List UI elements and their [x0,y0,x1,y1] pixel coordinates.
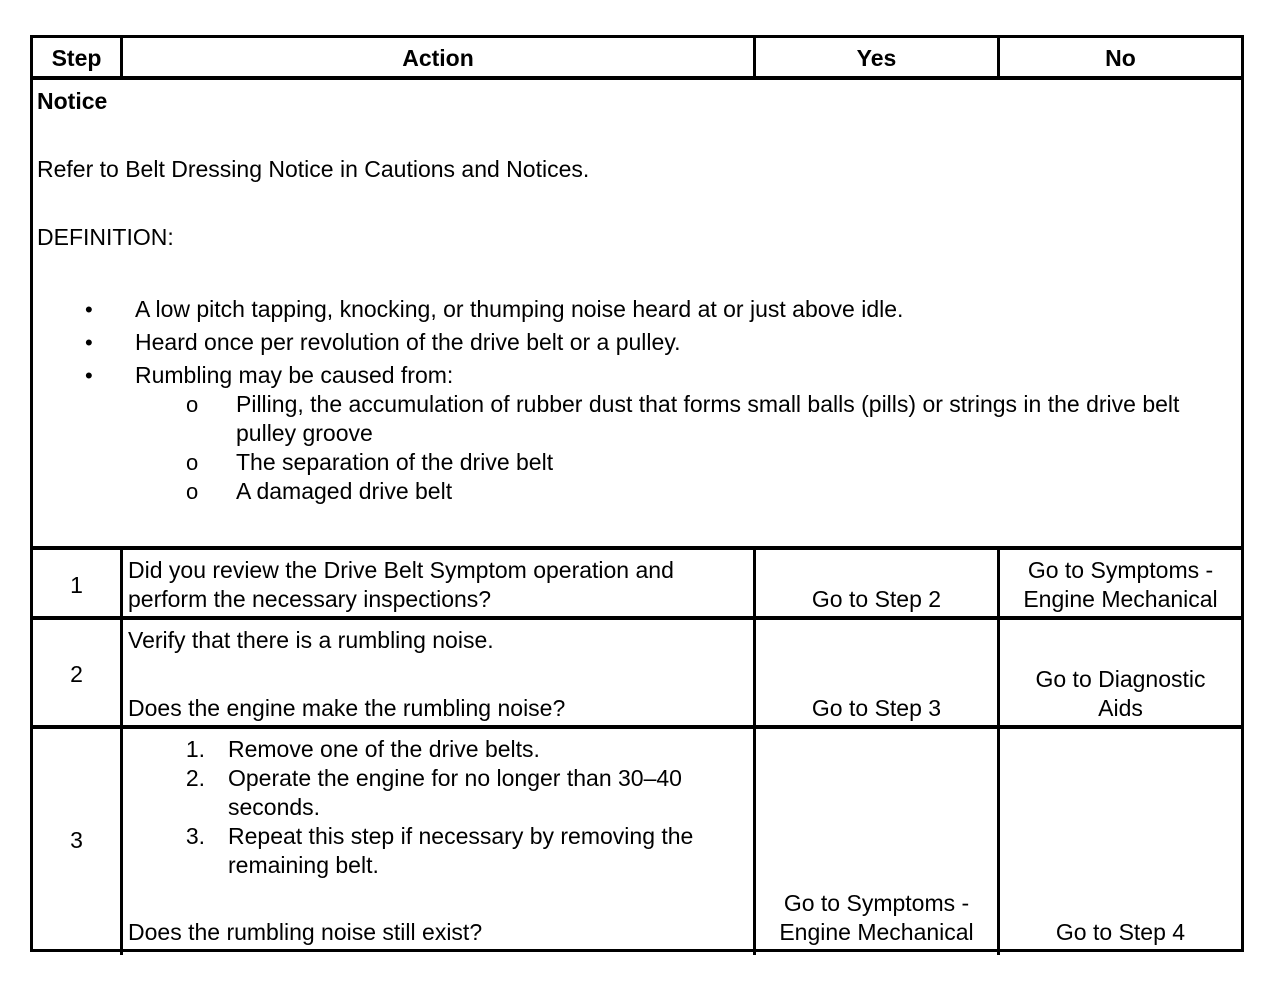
sub-bullet [33,448,1213,477]
sub-bullet [33,390,1213,448]
col-divider-yes [997,546,1000,955]
col-divider-step [120,546,123,955]
bullet-marker: • [85,330,93,355]
definition-label: DEFINITION: [37,224,174,250]
action-question: Does the engine make the rumbling noise? [128,695,566,721]
yes-result: Go to Step 3 [811,695,942,721]
row1-divider [33,616,1241,620]
sub-bullet-marker: o [186,392,199,417]
bullet-marker: • [85,363,93,388]
header-action: Action [402,45,474,71]
bullet-marker: • [85,297,93,322]
header-step: Step [51,45,102,71]
step-marker: 2. [185,765,205,791]
step-number: 1 [70,572,83,598]
action-intro: Verify that there is a rumbling noise. [128,627,494,653]
step-text: Operate the engine for no longer than 30–40 seconds. [228,765,682,820]
no-result: Go to Diagnostic Aids [1035,666,1206,721]
definition-bullet [33,295,1213,324]
diagnostic-table [30,35,1244,952]
step-number: 2 [70,661,83,687]
no-result: Go to Symptoms - Engine Mechanical [1023,557,1218,612]
bullet-text: Heard once per revolution of the drive belt or a pulley. [135,329,681,355]
bullet-text: Rumbling may be caused from: [135,362,454,388]
bullet-text: A low pitch tapping, knocking, or thumping noise heard at or just above idle. [135,296,904,322]
header-yes: Yes [856,45,897,71]
numbered-step [128,822,748,880]
sub-bullet [33,477,1213,506]
numbered-step [128,764,748,822]
header-no: No [1105,45,1136,71]
sub-bullet-text: A damaged drive belt [236,478,453,504]
step-marker: 1. [185,736,205,762]
sub-bullet-marker: o [186,450,199,475]
sub-bullet-marker: o [186,479,199,504]
yes-result: Go to Step 2 [811,586,942,612]
step-marker: 3. [185,823,205,849]
notice-divider [33,546,1241,550]
action-question: Does the rumbling noise still exist? [128,919,483,945]
yes-result: Go to Symptoms - Engine Mechanical [779,890,974,945]
sub-bullet-text: The separation of the drive belt [236,449,554,475]
sub-bullet-text: Pilling, the accumulation of rubber dust that forms small balls (pills) or strings in the drive belt pulley groove [236,391,1180,446]
step-text: Repeat this step if necessary by removing the remaining belt. [228,823,694,878]
step-text: Remove one of the drive belts. [228,736,540,762]
notice-title: Notice [37,88,108,114]
definition-bullet [33,328,1213,357]
row2-divider [33,725,1241,729]
notice-reference: Refer to Belt Dressing Notice in Cautions and Notices. [37,156,590,182]
numbered-step [128,735,748,764]
no-result: Go to Step 4 [1055,919,1186,945]
definition-bullet [33,361,1213,390]
action-question: Did you review the Drive Belt Symptom operation and perform the necessary inspections? [128,557,674,612]
step-number: 3 [70,827,83,853]
